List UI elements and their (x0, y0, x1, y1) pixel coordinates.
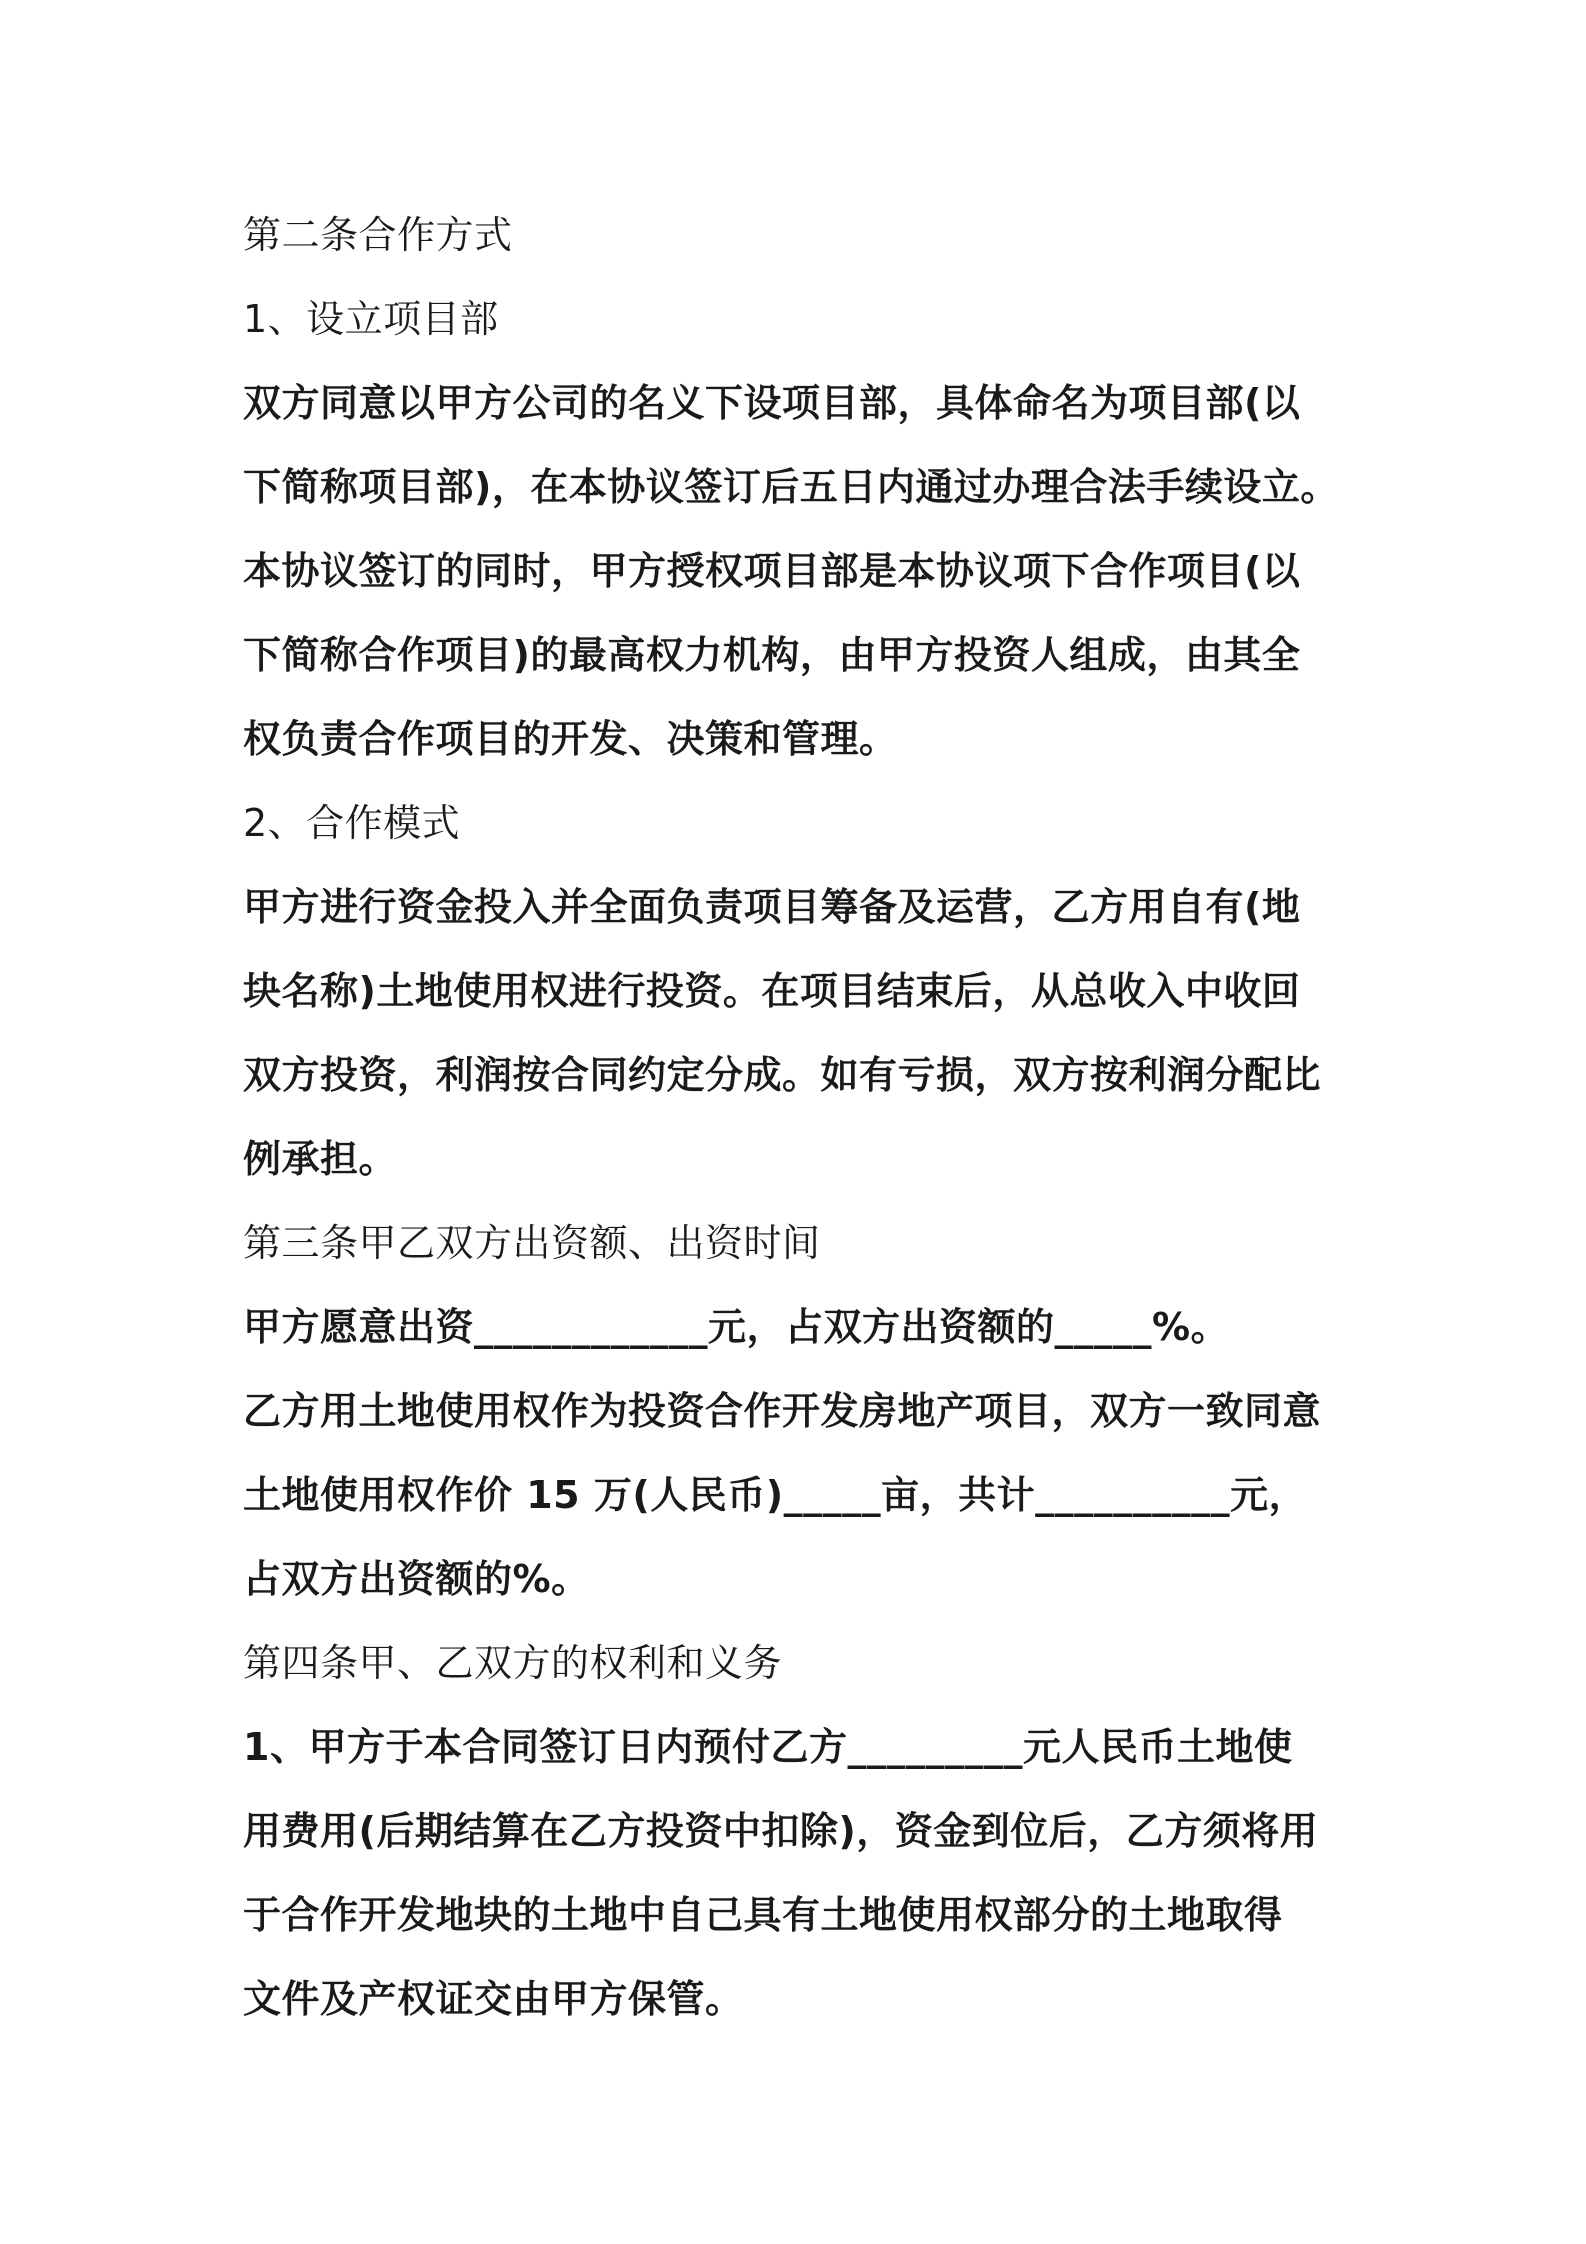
paragraph-line: 乙方用土地使用权作为投资合作开发房地产项目，双方一致同意 (243, 1389, 1322, 1433)
paragraph-line: 权负责合作项目的开发、决策和管理。 (243, 717, 898, 761)
section-heading-article-3: 第三条甲乙双方出资额、出资时间 (243, 1221, 821, 1265)
paragraph-line: 甲方愿意出资____________元，占双方出资额的_____%。 (243, 1305, 1230, 1349)
paragraph-line: 于合作开发地块的土地中自己具有土地使用权部分的土地取得 (243, 1893, 1283, 1937)
paragraph-line: 1、甲方于本合同签订日内预付乙方_________元人民币土地使 (243, 1725, 1293, 1769)
paragraph-line: 例承担。 (243, 1137, 398, 1181)
paragraph-line: 甲方进行资金投入并全面负责项目筹备及运营，乙方用自有(地 (243, 885, 1301, 929)
paragraph-line: 下简称合作项目)的最高权力机构，由甲方投资人组成，由其全 (243, 633, 1301, 677)
paragraph-line: 块名称)土地使用权进行投资。在项目结束后，从总收入中收回 (243, 969, 1301, 1013)
section-heading-article-4: 第四条甲、乙双方的权利和义务 (243, 1641, 783, 1685)
paragraph-line: 双方同意以甲方公司的名义下设项目部，具体命名为项目部(以 (243, 381, 1301, 425)
paragraph-line: 占双方出资额的%。 (243, 1557, 590, 1601)
section-heading-article-2: 第二条合作方式 (243, 213, 513, 257)
paragraph-line: 本协议签订的同时，甲方授权项目部是本协议项下合作项目(以 (243, 549, 1301, 593)
paragraph-line: 用费用(后期结算在乙方投资中扣除)，资金到位后，乙方须将用 (243, 1809, 1319, 1853)
subsection-heading-cooperation-mode: 2、合作模式 (243, 801, 461, 845)
paragraph-line: 下简称项目部)，在本协议签订后五日内通过办理合法手续设立。 (243, 465, 1339, 509)
paragraph-line: 文件及产权证交由甲方保管。 (243, 1977, 744, 2021)
document-body (243, 193, 1363, 2041)
paragraph-line: 土地使用权作价 15 万(人民币)_____亩，共计__________元， (243, 1473, 1308, 1517)
paragraph-line: 双方投资，利润按合同约定分成。如有亏损，双方按利润分配比 (243, 1053, 1322, 1097)
subsection-heading-project-dept: 1、设立项目部 (243, 297, 499, 341)
